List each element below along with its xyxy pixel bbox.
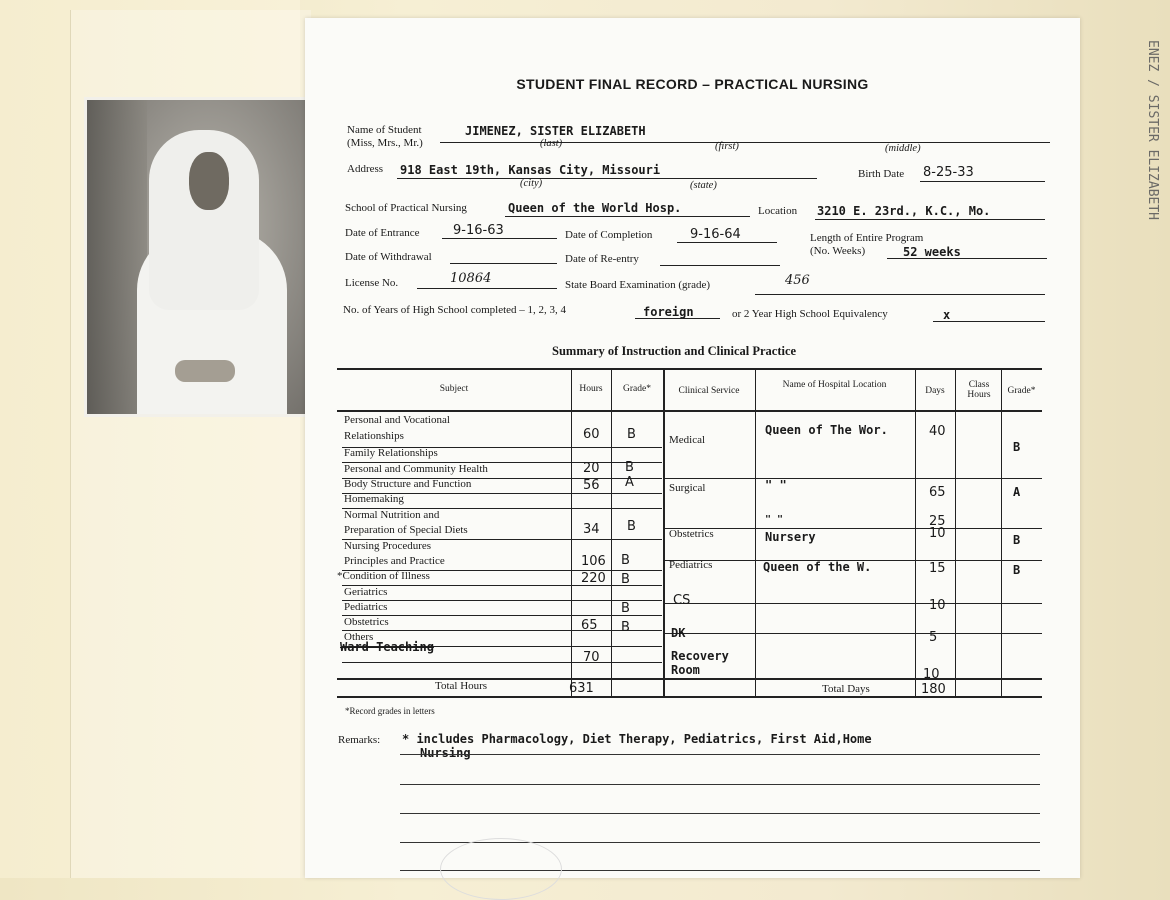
completion-line	[677, 242, 777, 243]
remarks-rule	[400, 813, 1040, 814]
remarks-rule	[400, 784, 1040, 785]
license-value: 10864	[450, 271, 492, 286]
license-label: License No.	[345, 277, 399, 289]
service-cell: Recovery Room	[671, 649, 729, 677]
school-value: Queen of the World Hosp.	[508, 201, 682, 215]
summary-table	[337, 368, 1042, 698]
subject-cell: Personal and Community Health	[344, 463, 488, 475]
equiv-value: x	[943, 308, 951, 322]
total-days-label: Total Days	[822, 683, 870, 695]
form-title: STUDENT FINAL RECORD – PRACTICAL NURSING	[516, 76, 869, 92]
days-cell: 40	[929, 424, 946, 439]
total-hours-value: 631	[569, 681, 594, 696]
exam-value: 456	[785, 273, 810, 288]
summary-heading: Summary of Instruction and Clinical Practice	[552, 344, 797, 358]
grade2-cell: B	[1013, 533, 1021, 547]
subject-cell: Geriatrics	[344, 586, 388, 598]
subject-cell: Preparation of Special Diets	[344, 524, 468, 536]
hours-cell: 56	[583, 478, 600, 493]
completion-value: 9-16-64	[690, 227, 741, 242]
header-grade2: Grade*	[1007, 386, 1036, 396]
grade-cell: B	[621, 553, 630, 568]
days-cell: 15	[929, 561, 946, 576]
birth-line	[920, 181, 1045, 182]
entrance-label: Date of Entrance	[345, 227, 420, 239]
days-cell: 5	[929, 630, 938, 645]
ward-teaching-cell: Ward Teaching	[340, 640, 434, 654]
first-label: (first)	[715, 141, 739, 152]
grade-cell: B	[621, 620, 630, 635]
entrance-line	[442, 238, 557, 239]
school-line	[505, 216, 750, 217]
ward-hours-cell: 70	[583, 650, 600, 665]
hours-cell: 20	[583, 461, 600, 476]
weeks-line	[887, 258, 1047, 259]
exam-line	[755, 294, 1045, 295]
header-subject: Subject	[439, 384, 469, 394]
school-label: School of Practical Nursing	[345, 202, 467, 214]
grade-cell: B	[625, 460, 634, 475]
exam-label: State Board Examination (grade)	[565, 279, 711, 291]
hours-cell: 65	[581, 618, 598, 633]
subject-cell: Others	[344, 631, 374, 643]
hours-cell: 34	[583, 522, 600, 537]
remarks-rule	[400, 754, 1040, 755]
subject-cell: Personal and Vocational	[344, 414, 450, 426]
weeks-label: (No. Weeks)	[810, 245, 866, 257]
subject-cell: *Condition of Illness	[337, 570, 430, 582]
grade-cell: B	[621, 601, 630, 616]
header-class-hours: Class Hours	[967, 380, 991, 400]
grade2-cell: B	[1013, 563, 1021, 577]
reentry-line	[660, 265, 780, 266]
total-days-value: 180	[921, 682, 946, 697]
address-line	[397, 178, 817, 179]
record-form	[305, 18, 1080, 878]
service-cell: Obstetrics	[669, 528, 714, 540]
completion-label: Date of Completion	[565, 229, 653, 241]
hospital-cell-2: Nursery	[765, 530, 816, 544]
equiv-line	[933, 321, 1045, 322]
address-label: Address	[347, 163, 384, 175]
days-cell: 65	[929, 485, 946, 500]
grade-cell: B	[627, 519, 636, 534]
withdrawal-label: Date of Withdrawal	[345, 251, 432, 263]
days-cell: 10	[923, 667, 940, 682]
weeks-value: 52 weeks	[903, 245, 961, 259]
subject-cell: Normal Nutrition and	[344, 509, 440, 521]
entrance-value: 9-16-63	[453, 223, 504, 238]
subject-cell: Principles and Practice	[344, 555, 445, 567]
name-line	[440, 142, 1050, 143]
hours-cell: 220	[581, 571, 606, 586]
subject-cell: Nursing Procedures	[344, 540, 432, 552]
grade-cell: A	[625, 475, 634, 490]
hospital-cell: " "	[765, 514, 784, 525]
subject-cell: Pediatrics	[344, 601, 388, 613]
header-service: Clinical Service	[678, 386, 740, 396]
hospital-cell: Queen of the W.	[763, 560, 872, 574]
grade-cell: B	[621, 572, 630, 587]
remarks-label: Remarks:	[338, 734, 381, 746]
student-photo	[84, 97, 310, 417]
birth-label: Birth Date	[858, 168, 905, 180]
length-label: Length of Entire Program	[810, 232, 924, 244]
subject-cell: Relationships	[344, 430, 404, 442]
days-cell-2: 10	[929, 526, 946, 541]
hospital-cell: " "	[765, 478, 787, 492]
header-grade: Grade*	[623, 384, 651, 394]
hours-cell: 60	[583, 427, 600, 442]
last-label: (last)	[540, 138, 563, 149]
remarks-line-1: * includes Pharmacology, Diet Therapy, Pediatrics, First Aid,Home	[402, 732, 872, 746]
service-cell: Surgical	[669, 482, 706, 494]
subject-cell: Homemaking	[344, 493, 404, 505]
header-days: Days	[925, 386, 945, 396]
name-label: Name of Student	[347, 124, 422, 136]
service-cell: Medical	[669, 434, 706, 446]
equiv-label: or 2 Year High School Equivalency	[732, 308, 888, 320]
hs-line	[635, 318, 720, 319]
remarks-line-2: Nursing	[420, 746, 471, 760]
hours-cell: 106	[581, 554, 606, 569]
subject-cell: Obstetrics	[344, 616, 389, 628]
subject-cell: Family Relationships	[344, 447, 438, 459]
hospital-cell: Queen of The Wor.	[765, 423, 888, 437]
address-value: 918 East 19th, Kansas City, Missouri	[400, 163, 661, 177]
subject-cell: Body Structure and Function	[344, 478, 472, 490]
license-line	[417, 288, 557, 289]
embossed-seal	[440, 838, 562, 900]
location-label: Location	[758, 205, 798, 217]
grade2-cell: B	[1013, 440, 1021, 454]
days-cell: 25	[929, 514, 946, 529]
middle-label: (middle)	[885, 143, 921, 154]
birth-value: 8-25-33	[923, 165, 974, 180]
total-hours-label: Total Hours	[435, 680, 488, 692]
location-value: 3210 E. 23rd., K.C., Mo.	[817, 204, 991, 218]
grade-note: *Record grades in letters	[345, 706, 435, 716]
reentry-label: Date of Re-entry	[565, 253, 639, 265]
grade2-cell: A	[1013, 485, 1021, 499]
location-line	[815, 219, 1045, 220]
header-hours: Hours	[579, 384, 603, 394]
folder-edge-label: ENEZ / SISTER ELIZABETH	[1145, 40, 1160, 221]
name-value: JIMENEZ, SISTER ELIZABETH	[465, 124, 646, 138]
grade-cell: B	[627, 427, 636, 442]
withdrawal-line	[450, 263, 557, 264]
header-hospital: Name of Hospital Location	[782, 380, 887, 390]
name-sub-label: (Miss, Mrs., Mr.)	[347, 137, 423, 149]
days-cell: 10	[929, 598, 946, 613]
state-label: (state)	[690, 180, 717, 191]
service-cell: DK	[671, 626, 686, 640]
service-cell: CS	[673, 593, 691, 608]
service-cell: Pediatrics	[669, 559, 713, 571]
city-label: (city)	[520, 178, 543, 189]
hs-value: foreign	[643, 305, 694, 319]
hs-label: No. of Years of High School completed – 1, 2, 3, 4	[343, 304, 567, 316]
